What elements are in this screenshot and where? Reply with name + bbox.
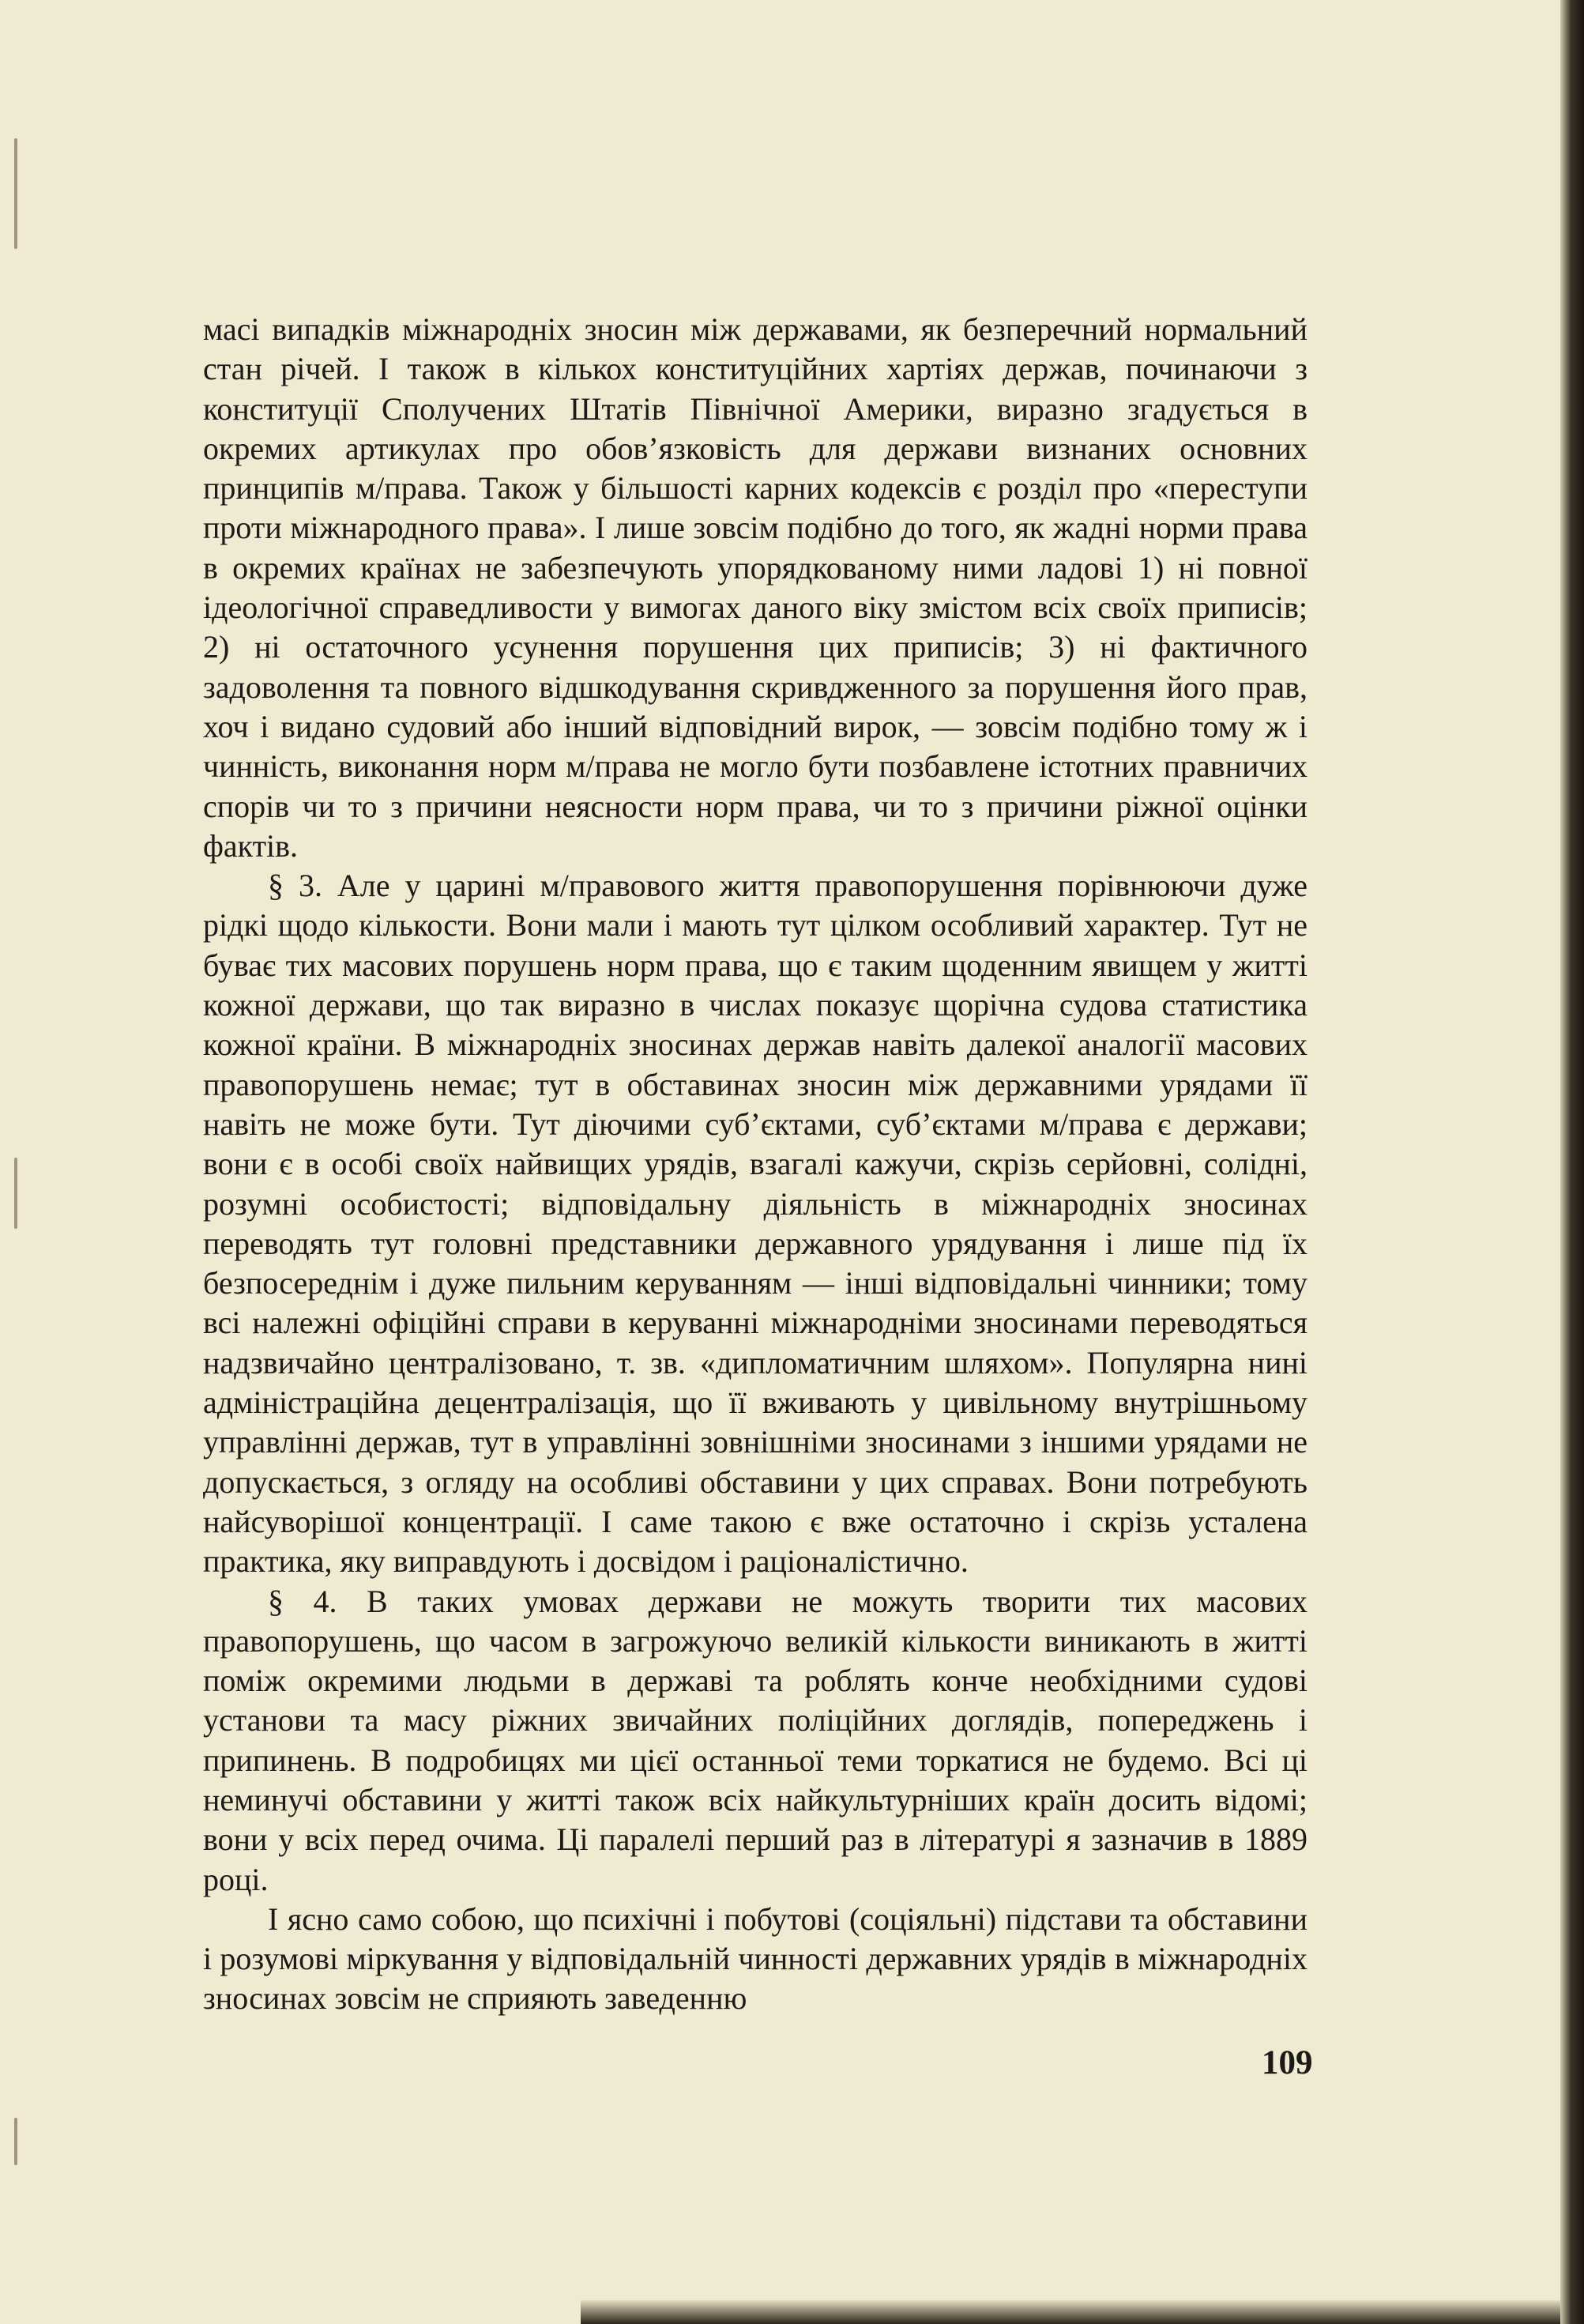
binding-mark [14, 138, 17, 249]
body-text [203, 310, 1307, 2019]
binding-mark [14, 2118, 17, 2165]
binding-mark [14, 1158, 17, 1229]
page-edge-bottom [581, 2300, 1560, 2324]
paragraph-final: І ясно само собою, що психічні і побутові (соціяльні) підстави та обставини і розумові міркування у відповідальній чинності державних урядів в міжнародніх зносинах зовсім не сприяють заведенню [203, 1900, 1307, 2017]
page-edge-right [1560, 0, 1584, 2324]
page-number: 109 [1262, 2044, 1313, 2081]
paragraph-section-3: § 3. Але у царині м/правового життя правопорушення порівнюючи дуже рідкі щодо кількости. Вони мали і мають тут цілком особливий характер. Тут не буває тих масових порушень норм права, що є таким щоденним явищем у житті кожної держави, що так виразно в числах показує щорічна судова статистика кожної країни. В міжнародніх зносинах держав навіть далекої аналогії масових правопорушень немає; тут в обставинах зносин між державними урядами її навіть не може бути. Тут діючими суб’єктами, суб’єктами м/права є держави; вони є в особі своїх найвищих урядів, взагалі кажучи, скрізь серйовні, солідні, розумні особистості; відповідальну діяльність в міжнародніх зносинах переводять тут головні представники державного урядування і лише під їх безпосереднім і дуже пильним керуванням — інші відповідальні чинники; тому всі належні офіційні справи в керуванні міжнародніми зносинами переводяться надзвичайно централізовано, т. зв. «дипломатичним шляхом». Популярна нині адміністраційна децентралізація, що її вживають у цивільному внутрішньому управлінні держав, тут в управлінні зовнішніми зносинами з іншими урядами не допускається, з огляду на особливі обставини у цих справах. Вони потребують найсуворішої концентрації. І саме такою є вже остаточно і скрізь усталена практика, яку виправдують і досвідом і раціоналістично. [203, 868, 1307, 1580]
paragraph-section-4: § 4. В таких умовах держави не можуть творити тих масових правопорушень, що часом в загрожуючо великій кількости виникають в житті поміж окремими людьми в державі та роблять конче необхідними судові установи та масу ріжних звичайних поліційних доглядів, попереджень і припинень. В подробицях ми цієї останньої теми торкатися не будемо. Всі ці неминучі обставини у житті також всіх найкультурніших країн досить відомі; вони у всіх перед очима. Ці паралелі перший раз в літературі я зазначив в 1889 році. [203, 1583, 1307, 1897]
paragraph-continuation: масі випадків міжнародніх зносин між державами, як безперечний нормальний стан річей. І також в кількох конституційних хартіях держав, починаючи з конституції Сполучених Штатів Північної Америки, виразно згадується в окремих артикулах про обов’язковість для держави визнаних основних принципів м/права. Також у більшості карних кодексів є розділ про «переступи проти міжнародного права». І лише зовсім подібно до того, як жадні норми права в окремих країнах не забезпечують упорядкованому ними ладові 1) ні повної ідеологічної справедливости у вимогах даного віку змістом всіх своїх приписів; 2) ні остаточного усунення порушення цих приписів; 3) ні фактичного задоволення та повного відшкодування скривдженного за порушення його прав, хоч і видано судовий або інший відповідний вирок, — зовсім подібно тому ж і чинність, виконання норм м/права не могло бути позбавлене істотних правничих спорів чи то з причини неясности норм права, чи то з причини ріжної оцінки фактів. [203, 311, 1307, 864]
